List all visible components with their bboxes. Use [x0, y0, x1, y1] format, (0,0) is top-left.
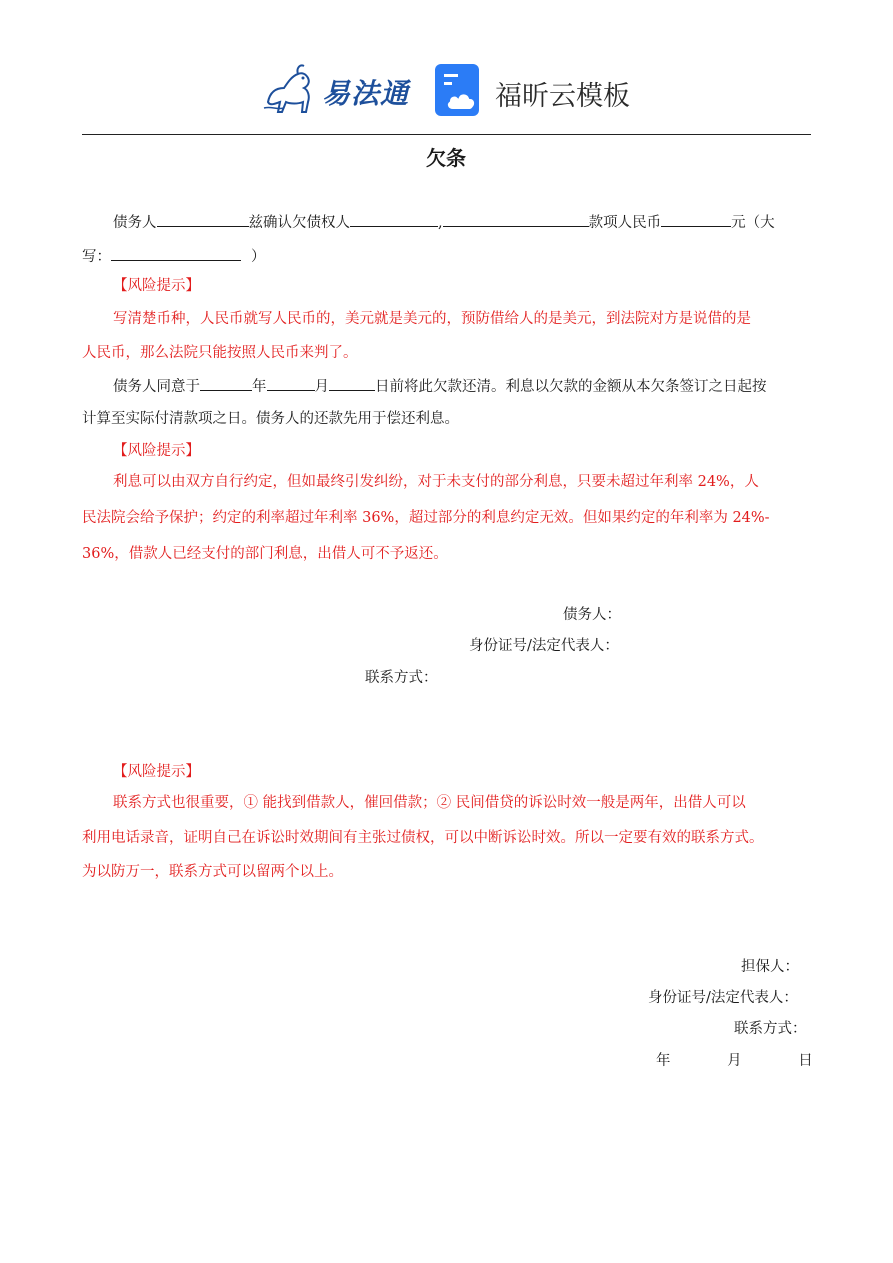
sign2-guarantor: 担保人：: [741, 959, 799, 975]
p1-text-b: 兹确认欠债权人: [248, 215, 350, 231]
blank-debtor[interactable]: [157, 212, 249, 227]
risk-label-2: 【风险提示】: [113, 443, 200, 459]
paragraph-repay-line2: 计算至实际付清款项之日。债务人的还款先用于偿还利息。: [82, 411, 459, 427]
risk-label-3: 【风险提示】: [113, 764, 200, 780]
paragraph-repay-line1: [113, 376, 767, 396]
p1-text-g: ）: [251, 249, 266, 265]
date-year: 年: [656, 1053, 671, 1069]
paragraph-debt-line1: [113, 212, 775, 232]
page-title: 欠条: [426, 146, 466, 170]
sign1-debtor: 债务人：: [563, 607, 621, 623]
cloud-doc-icon: [435, 64, 487, 116]
logo-left-text: 易法通: [322, 77, 410, 110]
blank-purpose[interactable]: [443, 212, 589, 227]
risk2-line2: 民法院会给予保护；约定的利率超过年利率 36%，超过部分的利息约定无效。但如果约定的年利率为 24%-: [82, 510, 770, 526]
blank-year[interactable]: [200, 376, 252, 391]
paragraph-debt-line2: [82, 246, 266, 266]
p2-text-b: 年: [252, 379, 267, 395]
risk-label-1: 【风险提示】: [113, 278, 200, 294]
p1-text-e: 元（大: [731, 215, 775, 231]
qilin-icon: [262, 62, 320, 118]
sign2-contact: 联系方式：: [734, 1021, 807, 1037]
sign2-id: 身份证号/法定代表人：: [648, 990, 798, 1006]
logo-right-text: 福昕云模板: [495, 81, 630, 112]
risk1-line2: 人民币，那么法院只能按照人民币来判了。: [82, 345, 358, 361]
risk3-line2: 利用电话录音，证明自己在诉讼时效期间有主张过债权，可以中断诉讼时效。所以一定要有效的联系方式。: [82, 830, 764, 846]
p2-text-d: 日前将此欠款还清。利息以欠款的金额从本欠条签订之日起按: [375, 379, 767, 395]
p1-text-a: 债务人: [113, 215, 157, 231]
p2-text-a: 债务人同意于: [113, 379, 200, 395]
p1-text-f: 写：: [82, 249, 111, 265]
risk3-line3: 为以防万一，联系方式可以留两个以上。: [82, 864, 343, 880]
blank-day[interactable]: [329, 376, 375, 391]
sign1-contact: 联系方式：: [365, 670, 438, 686]
date-month: 月: [727, 1053, 742, 1069]
risk1-line1: 写清楚币种，人民币就写人民币的，美元就是美元的，预防借给人的是美元，到法院对方是说借的是: [113, 311, 751, 327]
p1-text-d: 款项人民币: [588, 215, 662, 231]
blank-month[interactable]: [267, 376, 315, 391]
sign1-id: 身份证号/法定代表人：: [469, 638, 619, 654]
p2-text-c: 月: [314, 379, 329, 395]
blank-creditor[interactable]: [350, 212, 438, 227]
header-divider: [82, 134, 811, 135]
blank-amount[interactable]: [661, 212, 731, 227]
risk2-line1: 利息可以由双方自行约定，但如最终引发纠纷，对于未支付的部分利息，只要未超过年利率 24%，人: [113, 474, 759, 490]
sign2-date: [656, 1052, 813, 1070]
p1-text-c: ,: [438, 215, 443, 231]
date-day: 日: [798, 1053, 813, 1069]
risk2-line3: 36%，借款人已经支付的部门利息，出借人可不予返还。: [82, 546, 448, 562]
blank-amount-words[interactable]: [111, 246, 241, 261]
risk3-line1: 联系方式也很重要，① 能找到借款人，催回借款；② 民间借贷的诉讼时效一般是两年，出借人可以: [113, 795, 746, 811]
